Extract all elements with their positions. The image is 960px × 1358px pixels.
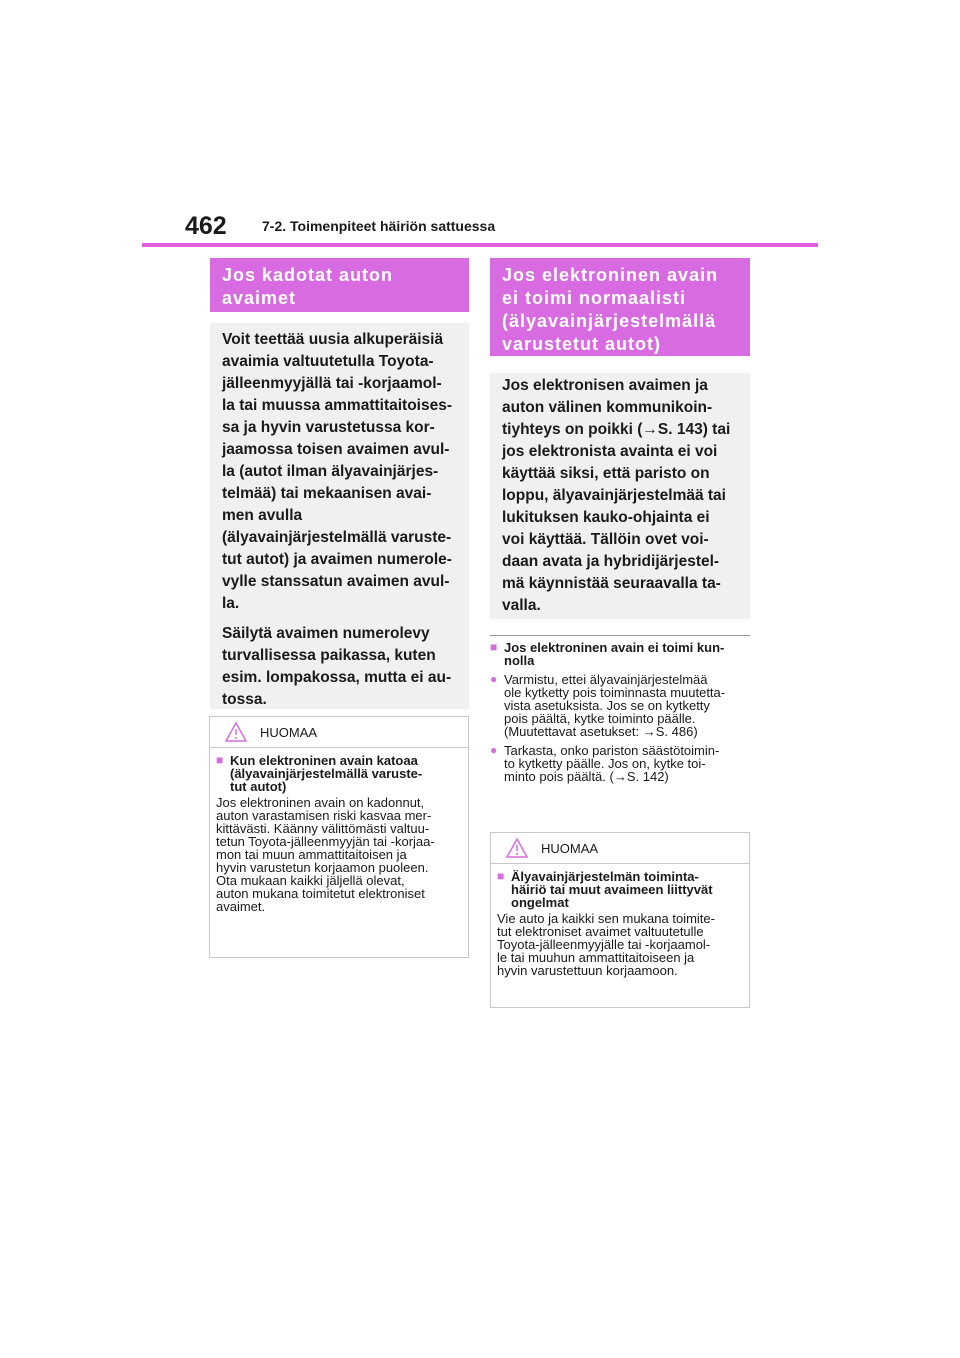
text-line: Ota mukaan kaikki jäljellä olevat,: [216, 873, 405, 888]
notice-box-key-malfunction: [490, 832, 750, 1008]
text-line: tut autot) ja avaimen numerole-: [222, 551, 452, 568]
notice-header: [491, 833, 749, 864]
text-line: loppu, älyavainjärjestelmää tai: [502, 487, 726, 504]
list-item: [490, 673, 752, 738]
text-line: Jos elektroninen avain on kadonnut,: [216, 795, 425, 810]
text-line: jos elektronista avainta ei voi: [502, 443, 718, 460]
text-line: käyttää siksi, että paristo on: [502, 465, 710, 482]
text-line: Jos elektronisen avaimen ja: [502, 377, 708, 394]
warning-triangle-icon: [225, 722, 247, 742]
text-line: Älyavainjärjestelmän toiminta-: [511, 869, 699, 884]
text-line: men avulla: [222, 507, 303, 524]
intro-paragraph: [222, 623, 457, 711]
text-line: avaimia valtuutetulla Toyota-: [222, 353, 434, 370]
text-line: Tarkasta, onko pariston säästötoimin-: [504, 743, 720, 758]
text-line: hyvin varustettuun korjaamoon.: [497, 963, 678, 978]
notice-label: HUOMAA: [541, 841, 599, 856]
title-line: Jos elektroninen avain: [502, 265, 719, 285]
text-line: pois päältä, kytke toiminto päälle.: [504, 711, 696, 726]
text-line: minto pois päältä. (→S. 142): [504, 769, 669, 784]
text-line: nolla: [504, 653, 535, 668]
text-line: Varmistu, ettei älyavainjärjestelmää: [504, 672, 708, 687]
text-line: la.: [222, 595, 240, 612]
section-title-key-malfunction: [490, 258, 750, 356]
text-line: voi käyttää. Tällöin ovet voi-: [502, 531, 709, 548]
text-line: (älyavainjärjestelmällä varuste-: [222, 529, 452, 546]
text-line: (älyavainjärjestelmällä varuste-: [230, 766, 423, 781]
text-line: ongelmat: [511, 895, 569, 910]
text-line: vista asetuksista. Jos se on kytketty: [504, 698, 710, 713]
title-line: Jos kadotat auton: [222, 265, 394, 285]
text-line: auton varastamisen riski kasvaa mer-: [216, 808, 432, 823]
notice-header: [210, 717, 468, 748]
text-line: mon tai muun ammattitaitoisen ja: [216, 847, 407, 862]
square-bullet-icon: ■: [216, 753, 224, 767]
text-line: avaimet.: [216, 899, 266, 914]
text-line: Kun elektroninen avain katoaa: [230, 753, 418, 768]
warning-triangle-icon: [506, 838, 528, 858]
text-line: auton välinen kommunikoin-: [502, 399, 713, 416]
square-bullet-icon: ■: [490, 640, 498, 654]
title-line: varustetut autot): [502, 334, 662, 354]
round-bullet-icon: ●: [490, 743, 498, 757]
text-line: jälleenmyyjällä tai -korjaamol-: [222, 375, 442, 392]
text-line: le tai muuhun ammattitaitoiseen ja: [497, 950, 695, 965]
notice-heading: [216, 754, 462, 793]
round-bullet-icon: ●: [490, 672, 498, 686]
text-line: daan avata ja hybridijärjestel-: [502, 553, 720, 570]
text-line: kittävästi. Käänny välittömästi valtuu-: [216, 821, 430, 836]
intro-paragraph: [502, 375, 738, 617]
text-line: tossa.: [222, 691, 267, 708]
text-line: telmää) tai mekaanisen avai-: [222, 485, 432, 502]
notice-box-lost-key: [209, 716, 469, 958]
text-line: la tai muussa ammattitaitoises-: [222, 397, 452, 414]
title-line: avaimet: [222, 288, 297, 308]
text-line: Vie auto ja kaikki sen mukana toimite-: [497, 911, 715, 926]
notice-heading: [497, 870, 743, 909]
notice-text: [497, 912, 743, 977]
header-divider: [142, 243, 818, 247]
section-title-lost-keys: [210, 258, 469, 312]
text-line: ole kytketty pois toiminnasta muutetta-: [504, 685, 726, 700]
text-line: Jos elektroninen avain ei toimi kun-: [504, 640, 725, 655]
intro-paragraph: [222, 329, 457, 615]
notice-text: [216, 796, 462, 913]
text-line: tut elektroniset avaimet valtuutetulle: [497, 924, 704, 939]
subheading-divider: [490, 635, 750, 636]
text-line: esim. lompakossa, mutta ei au-: [222, 669, 452, 686]
chapter-title: 7-2. Toimenpiteet häiriön sattuessa: [262, 218, 496, 234]
text-line: auton mukana toimitetut elektroniset: [216, 886, 425, 901]
list-item: [490, 744, 752, 783]
text-line: to kytketty päälle. Jos on, kytke toi-: [504, 756, 706, 771]
troubleshoot-list: [490, 641, 752, 783]
text-line: hyvin varustetun korjaamon puoleen.: [216, 860, 429, 875]
text-line: Toyota-jälleenmyyjälle tai -korjaamol-: [497, 937, 711, 952]
text-line: turvallisessa paikassa, kuten: [222, 647, 436, 664]
text-line: Voit teettää uusia alkuperäisiä: [222, 331, 444, 348]
text-line: jaamossa toisen avaimen avul-: [222, 441, 450, 458]
text-line: sa ja hyvin varustetussa kor-: [222, 419, 435, 436]
text-line: tiyhteys on poikki (→S. 143) tai: [502, 421, 731, 438]
text-line: vylle stanssatun avaimen avul-: [222, 573, 450, 590]
page-number: 462: [185, 212, 227, 240]
square-bullet-icon: ■: [497, 869, 505, 883]
title-line: (älyavainjärjestelmällä: [502, 311, 717, 331]
text-line: häiriö tai muut avaimeen liittyvät: [511, 882, 713, 897]
title-line: ei toimi normaalisti: [502, 288, 687, 308]
text-line: la (autot ilman älyavainjärjes-: [222, 463, 439, 480]
subheading: [490, 641, 752, 667]
intro-box-key-malfunction: [490, 373, 750, 619]
text-line: tut autot): [230, 779, 287, 794]
intro-box-lost-keys: [210, 323, 469, 709]
text-line: tetun Toyota-jälleenmyyjän tai -korjaa-: [216, 834, 435, 849]
text-line: Säilytä avaimen numerolevy: [222, 625, 430, 642]
text-line: valla.: [502, 597, 541, 614]
notice-label: HUOMAA: [260, 725, 318, 740]
text-line: lukituksen kauko-ohjainta ei: [502, 509, 710, 526]
notice-body: [491, 864, 749, 977]
notice-body: [210, 748, 468, 913]
text-line: (Muutettavat asetukset: →S. 486): [504, 724, 698, 739]
text-line: mä käynnistää seuraavalla ta-: [502, 575, 721, 592]
